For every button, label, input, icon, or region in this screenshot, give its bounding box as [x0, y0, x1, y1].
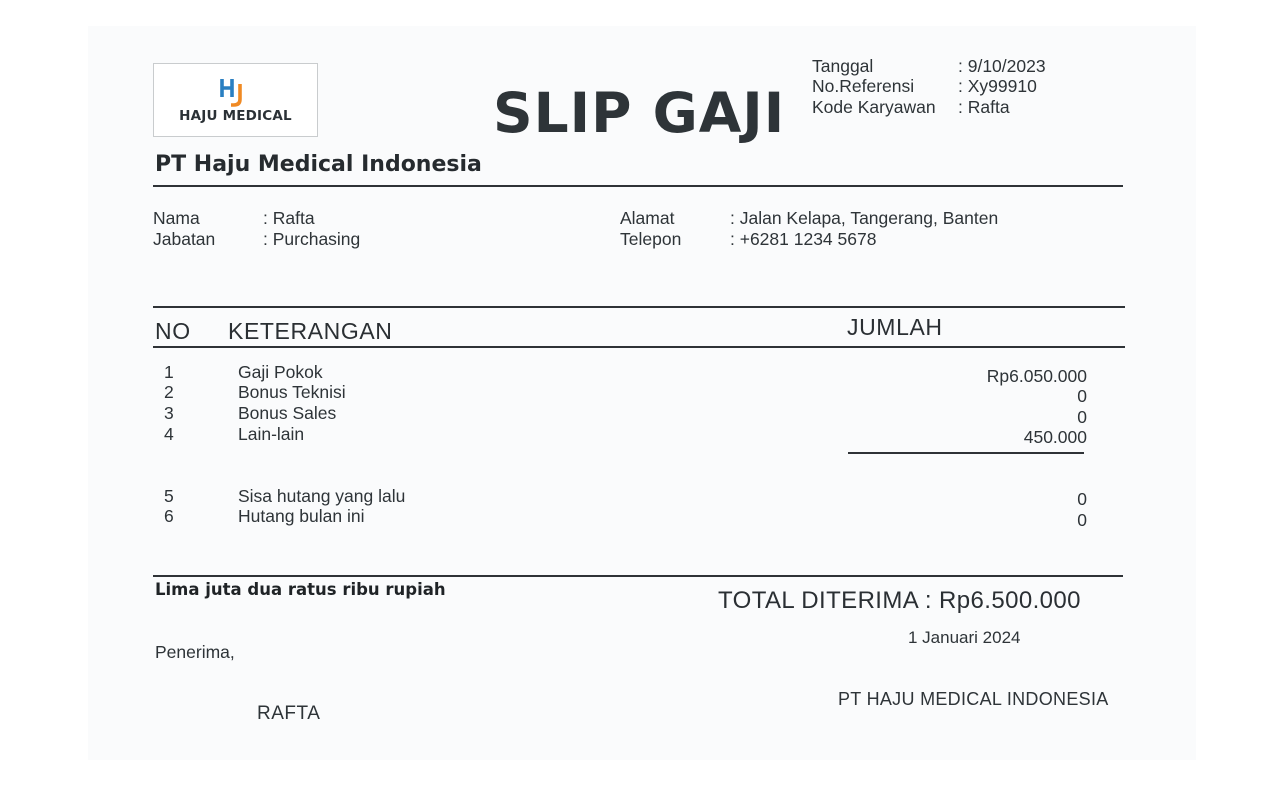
row-no: 1	[164, 362, 174, 382]
employee-code-label: Kode Karyawan	[812, 97, 936, 117]
alamat-label: Alamat	[620, 208, 675, 228]
reference-value: : Xy99910	[958, 76, 1037, 96]
header-no: NO	[155, 318, 191, 344]
issuer-name: PT HAJU MEDICAL INDONESIA	[838, 689, 1109, 709]
logo-text: HAJU MEDICAL	[179, 108, 292, 124]
alamat-value: : Jalan Kelapa, Tangerang, Banten	[730, 208, 999, 228]
header-keterangan: KETERANGAN	[228, 318, 393, 344]
subtotal-rule	[848, 452, 1084, 454]
row-desc: Sisa hutang yang lalu	[238, 486, 406, 506]
row-desc: Hutang bulan ini	[238, 506, 365, 526]
table-header-rule	[153, 346, 1125, 348]
table-bottom-rule	[153, 575, 1123, 577]
jabatan-value: : Purchasing	[263, 229, 361, 249]
tanggal-value: : 9/10/2023	[958, 56, 1046, 76]
row-desc: Gaji Pokok	[238, 362, 323, 382]
row-amount: 0	[1077, 510, 1087, 530]
company-name: PT Haju Medical Indonesia	[155, 152, 482, 177]
divider	[153, 185, 1123, 187]
telepon-label: Telepon	[620, 229, 682, 249]
row-amount: 0	[1077, 407, 1087, 427]
jabatan-label: Jabatan	[153, 229, 216, 249]
amount-in-words: Lima juta dua ratus ribu rupiah	[155, 580, 446, 599]
row-desc: Bonus Sales	[238, 403, 337, 423]
row-amount: 450.000	[1023, 427, 1087, 447]
table-top-rule	[153, 306, 1125, 308]
nama-value: : Rafta	[263, 208, 315, 228]
row-desc: Bonus Teknisi	[238, 382, 346, 402]
reference-label: No.Referensi	[812, 76, 915, 96]
row-desc: Lain-lain	[238, 424, 305, 444]
row-no: 3	[164, 403, 174, 423]
row-amount: Rp6.050.000	[986, 366, 1087, 386]
row-amount: 0	[1077, 386, 1087, 406]
tanggal-label: Tanggal	[812, 56, 874, 76]
row-no: 6	[164, 506, 174, 526]
receiver-name: RAFTA	[257, 703, 321, 724]
row-amount: 0	[1077, 489, 1087, 509]
receiver-label: Penerima,	[155, 642, 235, 662]
header-jumlah: JUMLAH	[847, 314, 943, 340]
nama-label: Nama	[153, 208, 200, 228]
row-no: 5	[164, 486, 174, 506]
row-no: 4	[164, 424, 174, 444]
total-received: TOTAL DITERIMA : Rp6.500.000	[718, 587, 1081, 614]
company-logo	[153, 63, 318, 137]
issue-date: 1 Januari 2024	[908, 628, 1021, 647]
employee-code-value: : Rafta	[958, 97, 1010, 117]
telepon-value: : +6281 1234 5678	[730, 229, 877, 249]
document-title: SLIP GAJI	[493, 81, 786, 145]
row-no: 2	[164, 382, 174, 402]
hj-logo-icon	[218, 75, 250, 107]
